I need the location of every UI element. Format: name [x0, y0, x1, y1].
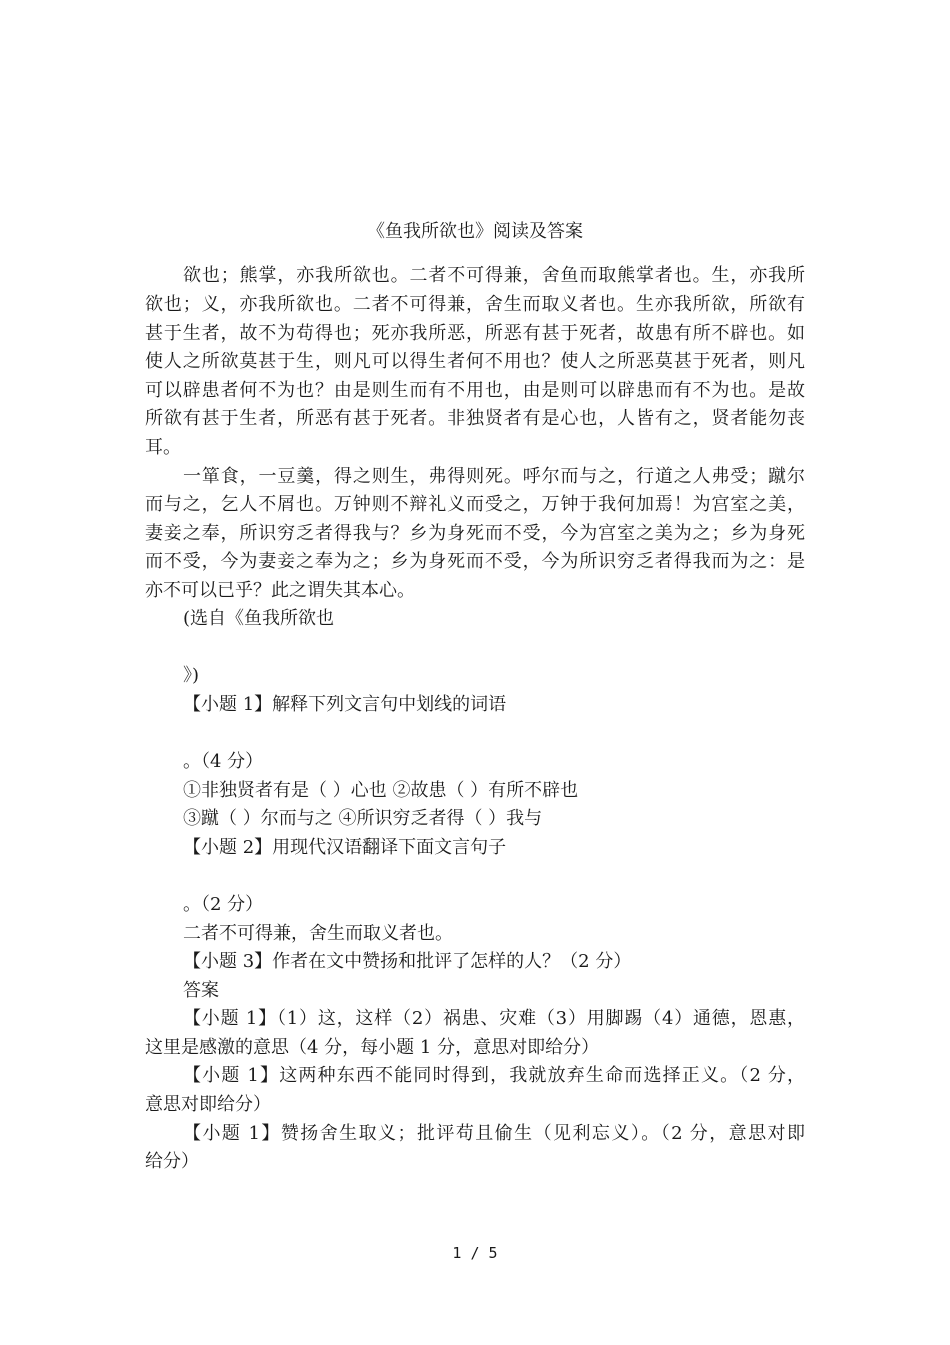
source-note-end: 》): [183, 665, 200, 686]
answer-2: 【小题 1】这两种东西不能同时得到，我就放弃生命而选择正义。（2 分，: [183, 1065, 805, 1086]
passage-p1-line: 所欲有甚于生者，所恶有甚于死者。非独贤者有是心也，人皆有之，贤者能勿丧: [145, 408, 805, 429]
question-1-score: 。（4 分）: [183, 751, 264, 772]
passage-p2-line: 而不受，今为妻妾之奉为之；乡为身死而不受，今为所识穷乏者得我而为之：是: [145, 551, 805, 572]
question-2-score: 。（2 分）: [183, 894, 264, 915]
answer-3-cont: 给分）: [145, 1151, 199, 1172]
question-3-prompt: 【小题 3】作者在文中赞扬和批评了怎样的人？（2 分）: [183, 951, 632, 972]
answer-1-cont: 这里是感激的意思（4 分，每小题 1 分，意思对即给分）: [145, 1037, 600, 1058]
question-2-sentence: 二者不可得兼，舍生而取义者也。: [183, 923, 453, 944]
answer-3: 【小题 1】赞扬舍生取义；批评苟且偷生（见利忘义）。（2 分，意思对即: [183, 1123, 805, 1144]
answer-1: 【小题 1】（1）这，这样（2）祸患、灾难（3）用脚踢（4）通德，恩惠，: [183, 1008, 805, 1029]
passage-p1-line: 耳。: [145, 437, 181, 458]
passage-p1-line: 欲也；熊掌，亦我所欲也。二者不可得兼，舍鱼而取熊掌者也。生，亦我所: [183, 265, 805, 286]
answers-heading: 答案: [183, 980, 219, 1001]
question-1-items: ③蹴（ ）尔而与之 ④所识穷乏者得（ ）我与: [183, 808, 543, 829]
question-2-prompt: 【小题 2】用现代汉语翻译下面文言句子: [183, 837, 507, 858]
source-note: (选自《鱼我所欲也: [183, 608, 335, 629]
passage-p2-line: 亦不可以已乎？此之谓失其本心。: [145, 580, 415, 601]
question-1-prompt: 【小题 1】解释下列文言句中划线的词语: [183, 694, 507, 715]
passage-p2-line: 妻妾之奉，所识穷乏者得我与？乡为身死而不受，今为宫室之美为之；乡为身死: [145, 523, 805, 544]
passage-p1-line: 欲也；义，亦我所欲也。二者不可得兼，舍生而取义者也。生亦我所欲，所欲有: [145, 294, 805, 315]
passage-p1-line: 可以辟患者何不为也？由是则生而有不用也，由是则可以辟患而有不为也。是故: [145, 380, 805, 401]
question-1-items: ①非独贤者有是（ ）心也 ②故患（ ）有所不辟也: [183, 780, 579, 801]
passage-p2-line: 一箪食，一豆羹，得之则生，弗得则死。呼尔而与之，行道之人弗受；蹴尔: [183, 466, 805, 487]
answer-2-cont: 意思对即给分）: [145, 1094, 271, 1115]
passage-p1-line: 甚于生者，故不为苟得也；死亦我所恶，所恶有甚于死者，故患有所不辟也。如: [145, 323, 805, 344]
passage-p2-line: 而与之，乞人不屑也。万钟则不辩礼义而受之，万钟于我何加焉！为宫室之美，: [145, 494, 805, 515]
document-title: 《鱼我所欲也》阅读及答案: [367, 221, 583, 242]
page-number: 1 / 5: [452, 1244, 498, 1262]
passage-p1-line: 使人之所欲莫甚于生，则凡可以得生者何不用也？使人之所恶莫甚于死者，则凡: [145, 351, 805, 372]
